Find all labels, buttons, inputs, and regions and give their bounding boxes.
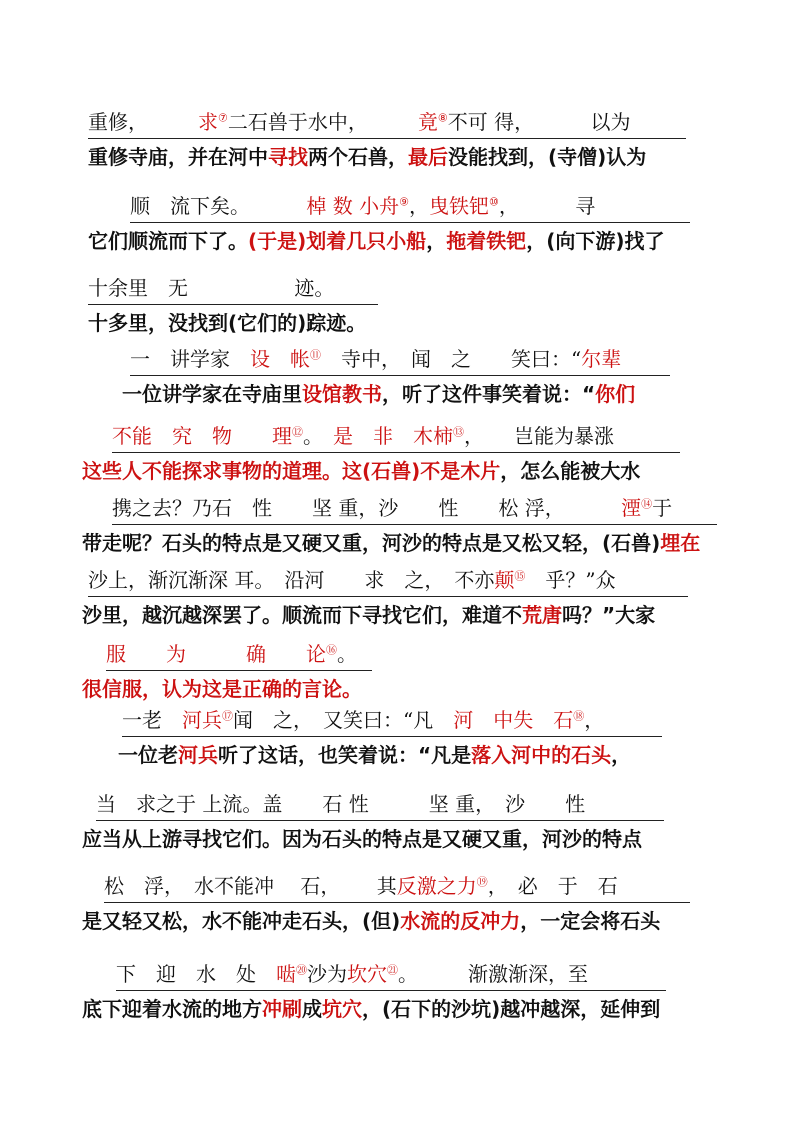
highlighted-term: 设馆教书	[302, 382, 382, 406]
highlighted-term: 最后	[408, 145, 448, 169]
classical-text-line	[96, 792, 585, 816]
text-segment: 下 迎 水 处	[116, 962, 276, 986]
text-segment: 一位讲学家在寺庙里	[122, 382, 302, 406]
underline-rule	[96, 820, 664, 821]
text-segment: ，	[426, 229, 447, 253]
highlighted-term: 落入河中的石头	[471, 743, 612, 767]
text-segment	[524, 110, 590, 134]
text-segment: 二石兽于水中，	[227, 110, 358, 134]
footnote-marker: ⑭	[641, 497, 653, 511]
text-segment: 沙为	[307, 962, 347, 986]
highlighted-term: 荒唐	[522, 603, 562, 627]
highlighted-term: 曳铁钯	[428, 194, 489, 218]
classical-text-line	[122, 708, 604, 732]
text-segment: 一老	[122, 708, 182, 732]
text-segment	[358, 110, 418, 134]
highlighted-term: 坎穴	[347, 962, 387, 986]
text-segment: 。	[303, 424, 333, 448]
text-segment: ， 必 于 石	[487, 874, 618, 898]
highlighted-term: 理	[272, 424, 292, 448]
text-segment: 应当从上游寻找它们。因为石头的特点是又硬又重，河沙的特点	[82, 827, 642, 851]
translation-line	[82, 602, 655, 628]
highlighted-term: 是 非 木柿	[333, 424, 453, 448]
footnote-marker: ⑬	[453, 425, 464, 439]
text-segment: 一 讲学家	[130, 347, 250, 371]
classical-text-line	[104, 874, 618, 898]
highlighted-term: 埋在	[660, 531, 701, 555]
footnote-marker: ⑧	[437, 111, 448, 125]
underline-rule	[106, 670, 372, 671]
text-segment: 没能找到，(寺僧)认为	[448, 145, 647, 169]
text-segment: 松 浮， 水不能冲 石， 其	[104, 874, 397, 898]
underline-rule	[88, 596, 688, 597]
translation-line	[88, 144, 646, 170]
text-segment	[240, 194, 306, 218]
highlighted-term: 颠	[494, 568, 515, 592]
translation-line	[82, 458, 640, 484]
highlighted-term: 啮	[276, 962, 296, 986]
underline-rule	[122, 736, 662, 737]
highlighted-term: 河兵	[182, 708, 222, 732]
underline-rule	[88, 138, 686, 139]
classical-text-line	[130, 194, 595, 218]
highlighted-term: 服 为 确 论	[106, 642, 326, 666]
text-segment: 重修，	[88, 110, 138, 134]
highlighted-term: 拖着铁钯	[446, 229, 527, 253]
text-segment: 携之去？乃石 性 坚 重，沙 性 松 浮，	[112, 496, 555, 520]
classical-text-line	[112, 496, 672, 520]
highlighted-term: 河 中失 石	[453, 708, 574, 732]
text-segment	[509, 194, 575, 218]
text-segment	[232, 424, 272, 448]
text-segment: 带走呢？石头的特点是又硬又重，河沙的特点是又松又轻，(石兽)	[82, 531, 661, 555]
highlighted-term: 寻找	[268, 145, 308, 169]
text-segment: 重修寺庙，并在河中	[88, 145, 268, 169]
footnote-marker: ⑳	[296, 963, 307, 977]
text-segment: 以为	[590, 110, 631, 134]
highlighted-term: 求	[198, 110, 218, 134]
text-segment: ，(向下游)找了	[526, 229, 665, 253]
text-segment: 。	[337, 642, 357, 666]
highlighted-term: 不能 究 物	[112, 424, 232, 448]
text-segment: 乎？”众	[525, 568, 616, 592]
text-segment: ，	[498, 194, 509, 218]
underline-rule	[112, 452, 680, 453]
text-segment: ，	[584, 708, 605, 732]
footnote-marker: ⑮	[514, 569, 526, 583]
text-segment	[188, 276, 294, 300]
underline-rule	[104, 902, 690, 903]
footnote-marker: ⑫	[292, 425, 303, 439]
translation-line	[82, 996, 660, 1022]
footnote-marker: ⑱	[573, 709, 585, 723]
footnote-marker: ⑦	[218, 111, 228, 125]
footnote-marker: ⑲	[476, 875, 488, 889]
text-segment: 于	[652, 496, 673, 520]
text-segment: 寺中， 闻 之 笑曰：“	[321, 347, 582, 371]
translation-line	[82, 676, 362, 702]
underline-rule	[130, 375, 670, 376]
text-segment: ，怎么能被大水	[500, 459, 641, 483]
highlighted-term: 坑穴	[322, 997, 362, 1021]
footnote-marker: ⑰	[222, 709, 233, 723]
text-segment: ，听了这件事笑着说：“	[382, 382, 596, 406]
text-segment: ，(石下的沙坑)越冲越深，延伸到	[362, 997, 661, 1021]
highlighted-term: 你们	[595, 382, 636, 406]
classical-text-line	[116, 962, 588, 986]
text-segment	[555, 496, 621, 520]
footnote-marker: ⑨	[399, 195, 409, 209]
translation-line	[82, 908, 660, 934]
footnote-marker: ㉑	[387, 963, 398, 977]
text-segment: 闻 之， 又笑曰：“凡	[233, 708, 454, 732]
highlighted-term: 反激之力	[396, 874, 477, 898]
text-segment: 沙上，渐沉渐深 耳。 沿河 求 之， 不亦	[88, 568, 495, 592]
classical-text-line	[106, 642, 357, 666]
translation-line	[88, 228, 665, 254]
text-segment	[138, 110, 198, 134]
text-segment: ， 岂能为暴涨	[464, 424, 614, 448]
highlighted-term: 很信服，认为这是正确的言论。	[82, 677, 362, 701]
text-segment: 。 渐激渐深，至	[398, 962, 588, 986]
text-segment: 它们顺流而下了。	[88, 229, 248, 253]
text-segment: 十余里 无	[88, 276, 188, 300]
text-segment: 迹。	[294, 276, 335, 300]
classical-text-line	[88, 568, 616, 592]
translation-line	[88, 310, 366, 336]
highlighted-term: 尔辈	[581, 347, 622, 371]
translation-line	[122, 381, 635, 407]
text-segment: 一位老	[118, 743, 178, 767]
highlighted-term: 棹 数 小舟	[306, 194, 400, 218]
text-segment: 不可 得，	[447, 110, 525, 134]
translation-line	[82, 826, 642, 852]
highlighted-term: 冲刷	[262, 997, 302, 1021]
text-segment: 成	[302, 997, 322, 1021]
text-segment: 寻	[575, 194, 596, 218]
footnote-marker: ⑪	[310, 348, 321, 362]
text-segment: 两个石兽，	[308, 145, 408, 169]
highlighted-term: 水流的反冲力	[400, 909, 521, 933]
classical-text-line	[112, 424, 614, 448]
highlighted-term: 设 帐	[250, 347, 310, 371]
translation-line	[82, 530, 700, 556]
text-segment: 沙里，越沉越深罢了。顺流而下寻找它们，难道不	[82, 603, 522, 627]
text-segment: 是又轻又松，水不能冲走石头，(但)	[82, 909, 401, 933]
text-segment: 顺 流下矣。	[130, 194, 240, 218]
text-segment: 十多里，没找到(它们的)踪迹。	[88, 311, 367, 335]
text-segment: 当 求之于 上流。盖 石 性 坚 重， 沙 性	[96, 792, 586, 816]
underline-rule	[130, 222, 690, 223]
text-segment: ，	[611, 743, 632, 767]
translation-line	[118, 742, 631, 768]
classical-text-line	[130, 347, 621, 371]
text-segment: 吗？”大家	[562, 603, 656, 627]
highlighted-term: (于是)划着几只小船	[248, 229, 427, 253]
classical-text-line	[88, 276, 334, 300]
footnote-marker: ⑯	[326, 643, 337, 657]
highlighted-term: 湮	[621, 496, 642, 520]
underline-rule	[112, 524, 717, 525]
text-segment: ，一定会将石头	[520, 909, 661, 933]
footnote-marker: ⑩	[488, 195, 499, 209]
classical-text-line	[88, 110, 630, 134]
underline-rule	[116, 990, 666, 991]
text-segment: ，	[408, 194, 429, 218]
highlighted-term: 竟	[417, 110, 438, 134]
highlighted-term: 河兵	[178, 743, 218, 767]
text-segment: 听了这话，也笑着说：“凡是	[218, 743, 472, 767]
text-segment: 底下迎着水流的地方	[82, 997, 262, 1021]
underline-rule	[88, 304, 378, 305]
highlighted-term: 这些人不能探求事物的道理。这(石兽)不是木片	[82, 459, 501, 483]
